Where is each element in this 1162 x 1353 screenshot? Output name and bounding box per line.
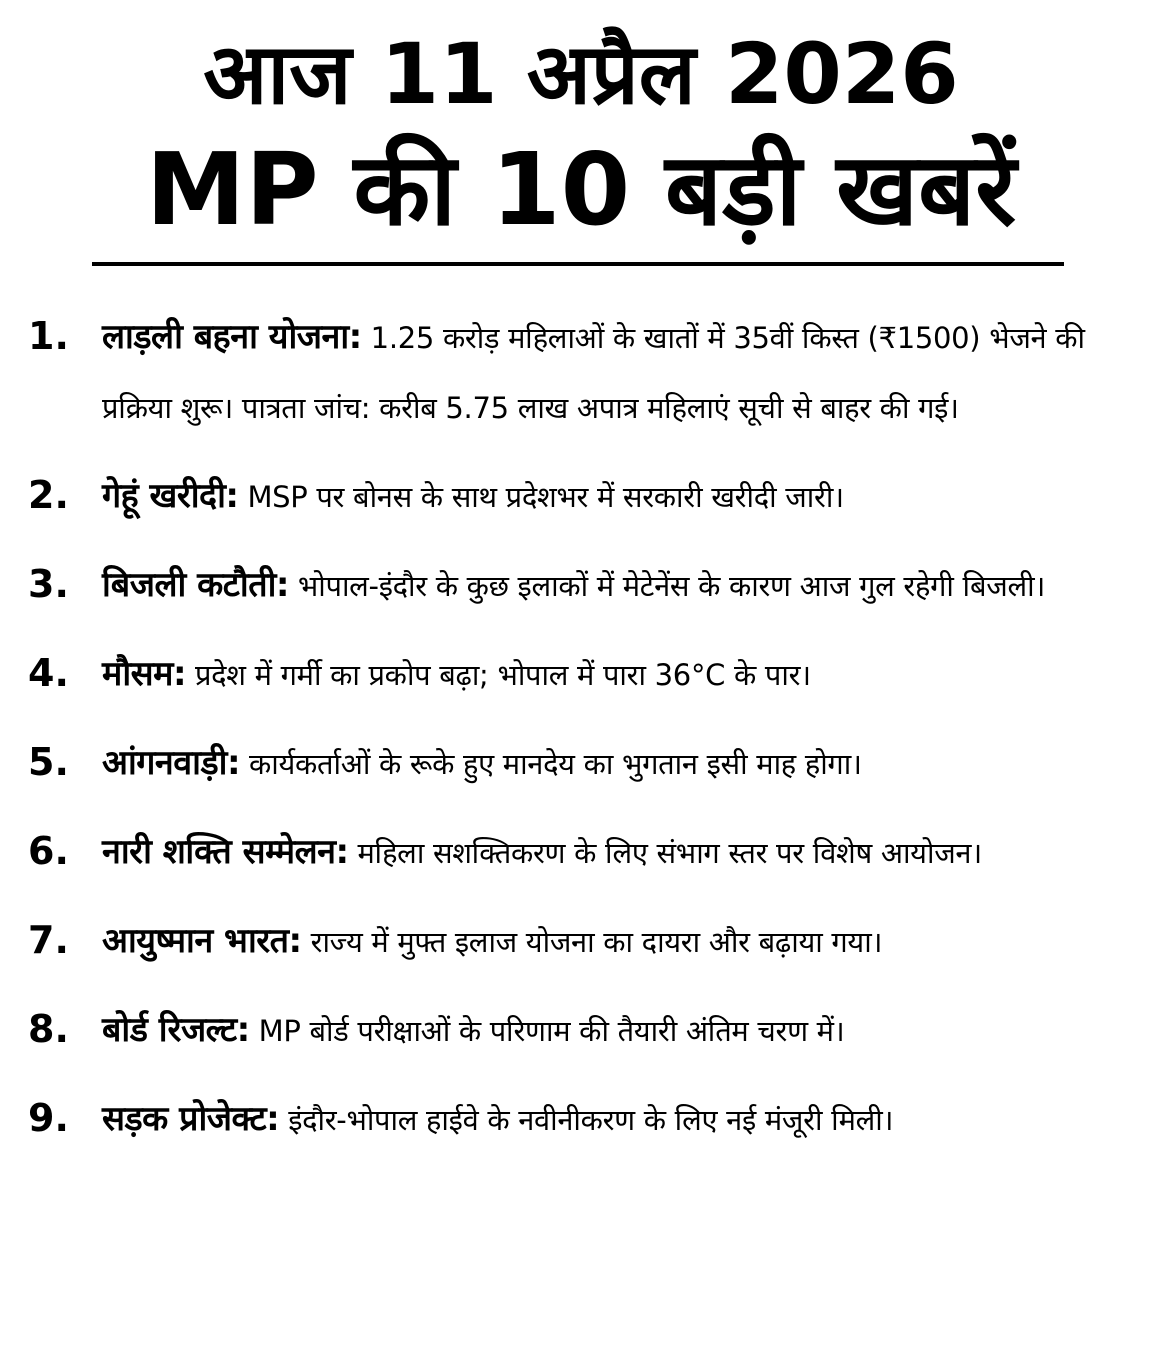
news-title: नारी शक्ति सम्मेलन: <box>102 832 349 872</box>
news-text: कार्यकर्ताओं के रूके हुए मानदेय का भुगतान इसी माह होगा। <box>248 747 862 781</box>
news-title: गेहूं खरीदी: <box>102 476 239 516</box>
news-number: 5. <box>28 740 69 784</box>
news-content <box>102 550 1143 621</box>
news-number: 6. <box>28 829 69 873</box>
news-title: लाड़ली बहना योजना: <box>102 317 362 357</box>
news-item-3 <box>28 550 1143 621</box>
news-content <box>102 995 1143 1066</box>
news-text: भोपाल-इंदौर के कुछ इलाकों में मेटेनेंस के कारण आज गुल रहेगी बिजली। <box>297 569 1046 603</box>
news-content <box>102 728 1143 799</box>
news-title: आंगनवाड़ी: <box>102 743 241 783</box>
news-number: 7. <box>28 918 69 962</box>
news-title: सड़क प्रोजेक्ट: <box>102 1099 280 1139</box>
news-title: बिजली कटौती: <box>102 565 289 605</box>
news-number: 2. <box>28 473 69 517</box>
news-number: 4. <box>28 651 69 695</box>
headline-date: आज 11 अप्रैल 2026 <box>203 25 959 123</box>
news-number: 3. <box>28 562 69 606</box>
news-title: मौसम: <box>102 654 187 694</box>
news-content <box>102 639 1143 710</box>
news-text: MSP पर बोनस के साथ प्रदेशभर में सरकारी खरीदी जारी। <box>247 480 844 514</box>
news-number: 8. <box>28 1007 69 1051</box>
news-text: 1.25 करोड़ महिलाओं के खातों में 35वीं किस्त (₹1500) भेजने की प्रक्रिया शुरू। पात्रता जांच: करीब 5.75 लाख अपात्र महिलाएं सूची से बाहर की गई। <box>102 321 1085 425</box>
news-number: 9. <box>28 1096 69 1140</box>
news-content <box>102 906 1143 977</box>
news-text: राज्य में मुफ्त इलाज योजना का दायरा और बढ़ाया गया। <box>310 925 883 959</box>
news-list <box>28 302 1143 1173</box>
news-item-2 <box>28 461 1143 532</box>
news-content <box>102 817 1143 888</box>
news-item-1 <box>28 302 1143 443</box>
news-content <box>102 1084 1143 1155</box>
news-text: प्रदेश में गर्मी का प्रकोप बढ़ा; भोपाल में पारा 36°C के पार। <box>194 658 811 692</box>
news-item-4 <box>28 639 1143 710</box>
news-item-5 <box>28 728 1143 799</box>
news-item-6 <box>28 817 1143 888</box>
news-text: MP बोर्ड परीक्षाओं के परिणाम की तैयारी अंतिम चरण में। <box>258 1014 845 1048</box>
news-content <box>102 461 1143 532</box>
news-number: 1. <box>28 314 69 358</box>
news-title: आयुष्मान भारत: <box>102 921 302 961</box>
news-item-9 <box>28 1084 1143 1155</box>
news-item-8 <box>28 995 1143 1066</box>
news-text: इंदौर-भोपाल हाईवे के नवीनीकरण के लिए नई मंजूरी मिली। <box>288 1103 894 1137</box>
header-divider <box>92 262 1064 266</box>
news-title: बोर्ड रिजल्ट: <box>102 1010 250 1050</box>
news-text: महिला सशक्तिकरण के लिए संभाग स्तर पर विशेष आयोजन। <box>357 836 982 870</box>
news-content <box>102 302 1143 443</box>
headline-title: MP की 10 बड़ी खबरें <box>145 131 1017 248</box>
news-item-7 <box>28 906 1143 977</box>
